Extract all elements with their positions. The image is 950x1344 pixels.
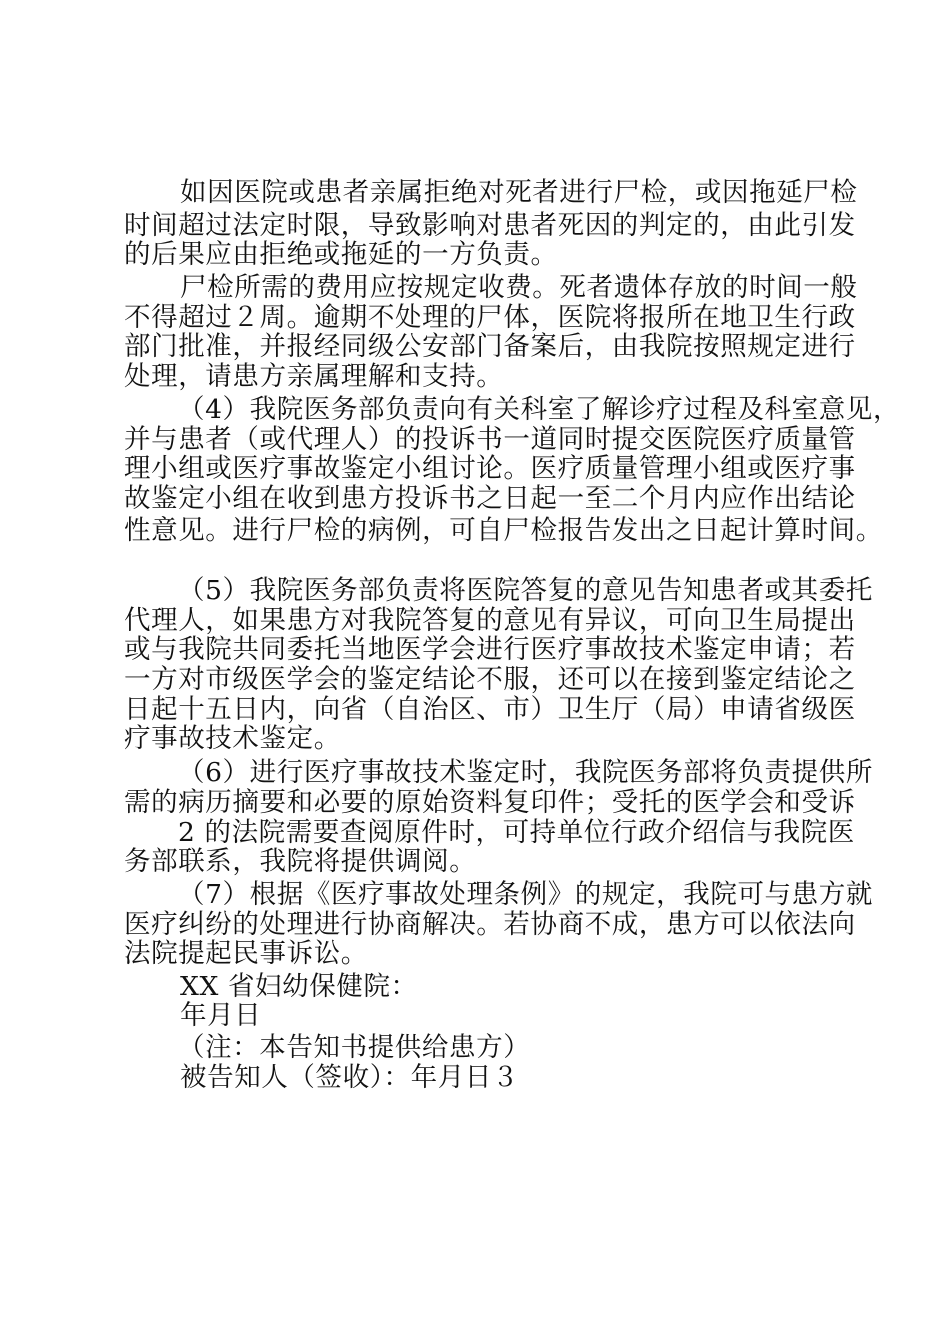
- text-line: 被告知人（签收）：年月日３: [180, 1062, 520, 1093]
- text-line: 并与患者（或代理人）的投诉书一道同时提交医院医疗质量管: [124, 424, 856, 455]
- text-line: 故鉴定小组在收到患方投诉书之日起一至二个月内应作出结论: [124, 483, 856, 514]
- text-line: XX 省妇幼保健院：: [180, 971, 418, 1002]
- text-line: （6）进行医疗事故技术鉴定时，我院医务部将负责提供所: [178, 757, 873, 788]
- text-line: 代理人，如果患方对我院答复的意见有异议，可向卫生局提出: [124, 605, 856, 636]
- text-line: 务部联系，我院将提供调阅。: [124, 846, 477, 877]
- text-line: （注：本告知书提供给患方）: [178, 1032, 531, 1063]
- text-line: （4）我院医务部负责向有关科室了解诊疗过程及科室意见，: [178, 394, 901, 425]
- text-line: 法院提起民事诉讼。: [124, 938, 368, 969]
- text-line: 的后果应由拒绝或拖延的一方负责。: [124, 239, 558, 270]
- text-line: 需的病历摘要和必要的原始资料复印件；受托的医学会和受诉: [124, 787, 856, 818]
- text-line: 如因医院或患者亲属拒绝对死者进行尸检，或因拖延尸检: [180, 177, 858, 208]
- text-line: 医疗纠纷的处理进行协商解决。若协商不成，患方可以依法向: [124, 909, 856, 940]
- text-line: 2 的法院需要查阅原件时，可持单位行政介绍信与我院医: [178, 817, 855, 848]
- text-line: 日起十五日内，向省（自治区、市）卫生厅（局）申请省级医: [124, 694, 856, 725]
- text-line: 疗事故技术鉴定。: [124, 723, 341, 754]
- text-line: （5）我院医务部负责将医院答复的意见告知患者或其委托: [178, 575, 873, 606]
- text-line: 理小组或医疗事故鉴定小组讨论。医疗质量管理小组或医疗事: [124, 453, 856, 484]
- text-line: 处理，请患方亲属理解和支持。: [124, 361, 504, 392]
- text-line: 尸检所需的费用应按规定收费。死者遗体存放的时间一般: [180, 272, 858, 303]
- text-line: 部门批准，并报经同级公安部门备案后，由我院按照规定进行: [124, 331, 856, 362]
- text-line: 一方对市级医学会的鉴定结论不服，还可以在接到鉴定结论之: [124, 664, 856, 695]
- text-line: 年月日: [180, 1000, 262, 1031]
- text-line: 性意见。进行尸检的病例，可自尸检报告发出之日起计算时间。: [124, 515, 883, 546]
- text-line: （7）根据《医疗事故处理条例》的规定，我院可与患方就: [178, 879, 873, 910]
- text-line: 时间超过法定时限，导致影响对患者死因的判定的，由此引发: [124, 210, 856, 241]
- text-line: 或与我院共同委托当地医学会进行医疗事故技术鉴定申请；若: [124, 634, 856, 665]
- text-line: 不得超过２周。逾期不处理的尸体，医院将报所在地卫生行政: [124, 302, 856, 333]
